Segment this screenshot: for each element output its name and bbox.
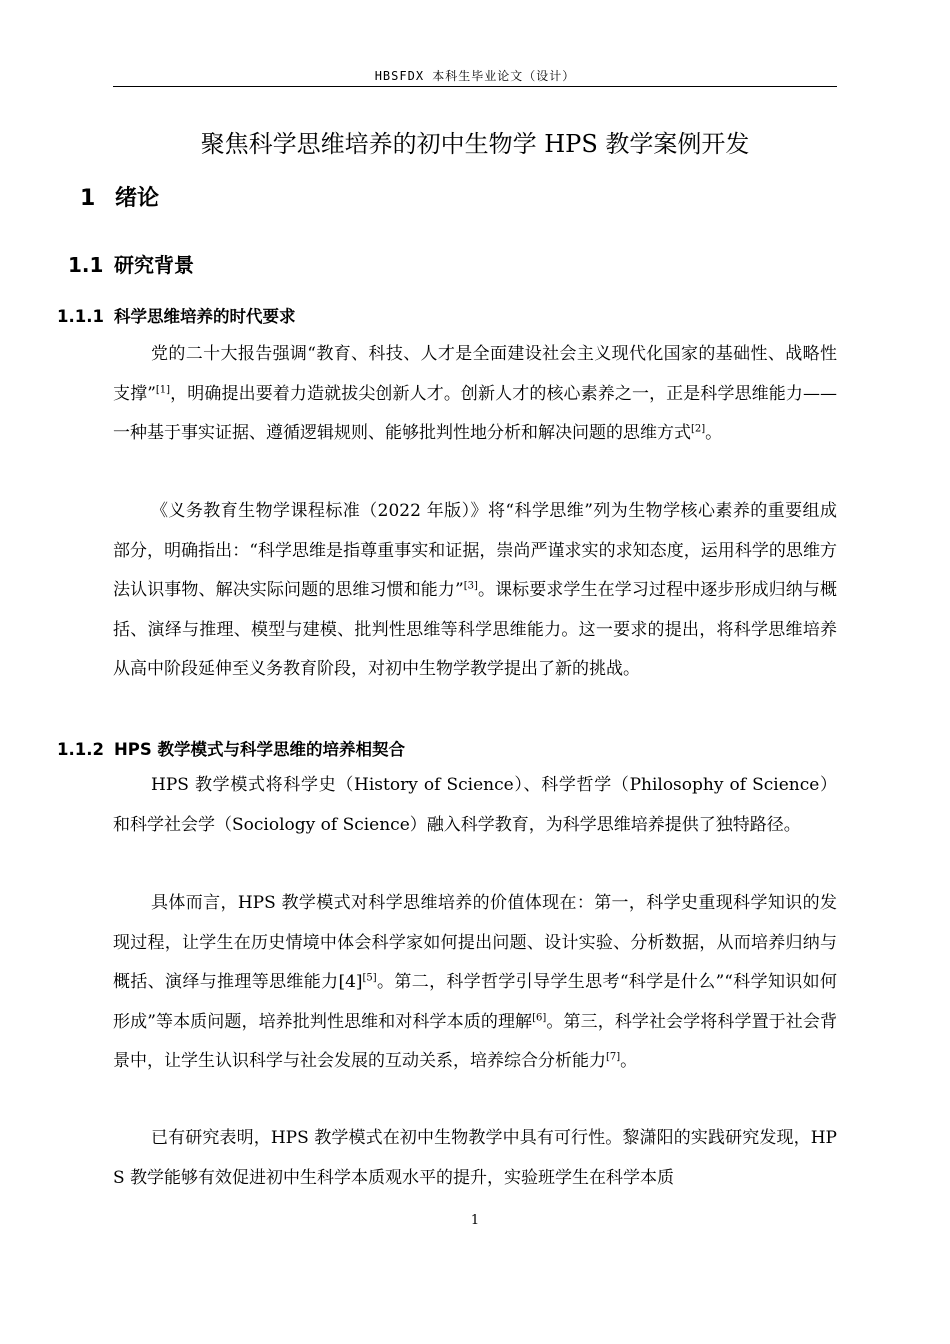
citation-5: [5]	[362, 972, 377, 984]
citation-1: [1]	[155, 383, 171, 395]
running-header: HBSFDX 本科生毕业论文（设计）	[374, 69, 576, 83]
section-title: 研究背景	[114, 253, 194, 277]
paragraph-1: 党的二十大报告强调“教育、科技、人才是全面建设社会主义现代化国家的基础性、战略性支撑”[1]，明确提出要着力造就拔尖创新人才。创新人才的核心素养之一，正是科学思维能力——一种基于事实证据、遵循逻辑规则、能够批判性地分析和解决问题的思维方式[2]。	[113, 344, 837, 443]
subsection-heading-1	[57, 303, 296, 327]
subsection-2-title: HPS 教学模式与科学思维的培养相契合	[114, 740, 406, 759]
section-number: 1.1	[68, 253, 104, 277]
paragraph-2: 《义务教育生物学课程标准（2022 年版）》将“科学思维”列为生物学核心素养的重要组成部分，明确指出：“科学思维是指尊重事实和证据，崇尚严谨求实的求知态度，运用科学的思维方法认识事物、解决实际问题的思维习惯和能力”[3]。课标要求学生在学习过程中逐步形成归纳与概括、演绎与推理、模型与建模、批判性思维等科学思维能力。这一要求的提出，将科学思维培养从高中阶段延伸至义务教育阶段，对初中生物学教学提出了新的挑战。	[113, 501, 837, 679]
chapter-number: 1	[80, 186, 96, 211]
section-heading	[68, 249, 194, 278]
paragraph-3: HPS 教学模式将科学史（History of Science）、科学哲学（Philosophy of Science）和科学社会学（Sociology of Science）融入科学教育，为科学思维培养提供了独特路径。	[113, 775, 837, 835]
citation-7: [7]	[606, 1051, 621, 1063]
chapter-title: 绪论	[115, 186, 160, 211]
citation-3: [3]	[463, 580, 478, 592]
subsection-heading-2	[57, 736, 405, 760]
header-rule	[113, 86, 837, 87]
subsection-1-number: 1.1.1	[57, 307, 104, 326]
citation-6: [6]	[532, 1011, 547, 1023]
subsection-1-title: 科学思维培养的时代要求	[114, 307, 296, 326]
paragraph-5: 已有研究表明，HPS 教学模式在初中生物教学中具有可行性。黎潇阳的实践研究发现，HPS 教学能够有效促进初中生科学本质观水平的提升，实验班学生在科学本质	[113, 1128, 837, 1188]
citation-2: [2]	[691, 423, 706, 435]
chapter-heading	[80, 181, 159, 212]
document-title: 聚焦科学思维培养的初中生物学 HPS 教学案例开发	[200, 130, 750, 158]
paragraph-4: 具体而言，HPS 教学模式对科学思维培养的价值体现在：第一，科学史重现科学知识的发现过程，让学生在历史情境中体会科学家如何提出问题、设计实验、分析数据，从而培养归纳与概括、演绎与推理等思维能力[4][5]。第二，科学哲学引导学生思考“科学是什么”“科学知识如何形成”等本质问题，培养批判性思维和对科学本质的理解[6]。第三，科学社会学将科学置于社会背景中，让学生认识科学与社会发展的互动关系，培养综合分析能力[7]。	[113, 893, 837, 1071]
subsection-2-number: 1.1.2	[57, 740, 104, 759]
page-number: 1	[470, 1213, 480, 1228]
